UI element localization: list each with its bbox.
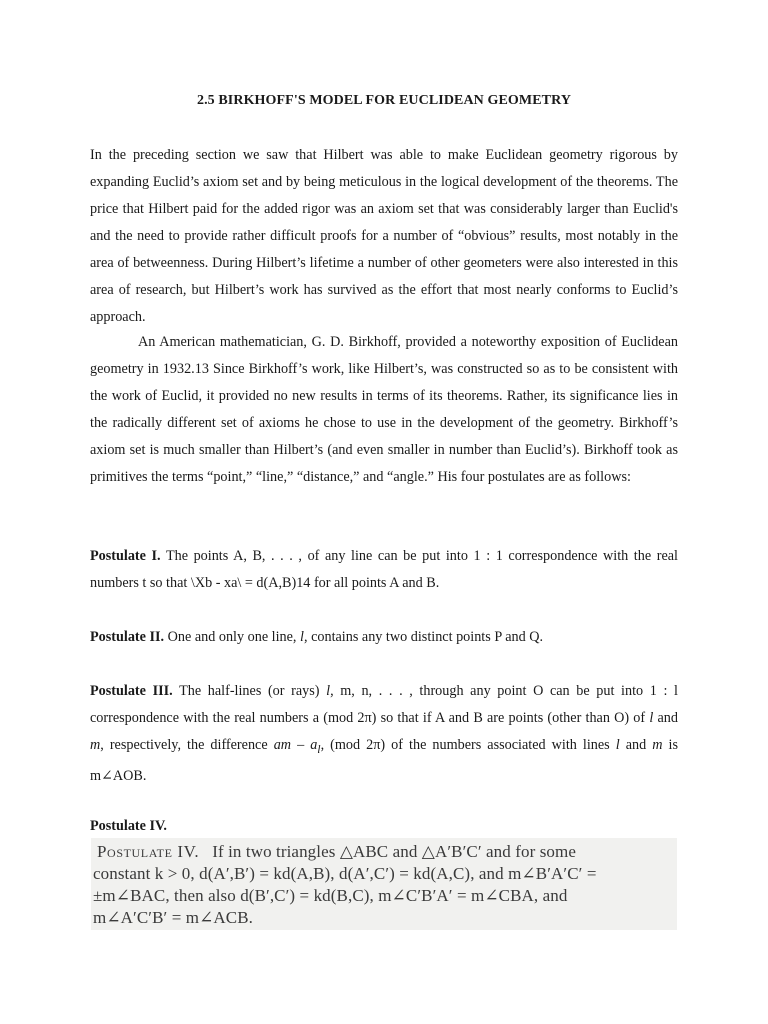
postulate-3-symbol: a — [310, 737, 318, 753]
postulate-2 — [90, 624, 678, 651]
scan-line-1-text: If in two triangles △ABC and △A′B′C′ and for some — [212, 842, 576, 861]
postulate-2-text-a: One and only one line, — [164, 629, 301, 645]
postulate-3-subscript: l — [317, 741, 321, 756]
postulate-3-symbol: l — [649, 710, 654, 726]
postulate-3-symbol: l — [326, 683, 331, 699]
postulate-3-text: and — [653, 710, 678, 726]
scan-line-4: m∠A′C′B′ = m∠ACB. — [93, 908, 254, 927]
postulate-4-scanned-excerpt — [91, 838, 677, 930]
postulate-3-symbol: am — [273, 737, 292, 753]
postulate-3-symbol: m — [652, 737, 663, 753]
postulate-2-line-symbol: l — [300, 629, 304, 645]
postulate-1-text: The points A, B, . . . , of any line can be put into 1 : 1 correspondence with the real numbers t so that \Xb - xa\ = d(A,B)14 for all points A and B. — [90, 548, 678, 591]
postulate-3-text: , m, n, . . . , through any point O can be put into 1 : l correspondence with the real numbers a (mod 2π) so that if A and B are points (other than O) of — [90, 683, 678, 726]
scan-line-2: constant k > 0, d(A′,B′) = kd(A,B), d(A′,C′) = kd(A,C), and m∠B′A′C′ = — [93, 864, 597, 883]
postulate-3-text: , respectively, the difference — [100, 737, 274, 753]
scan-line-3: ±m∠BAC, then also d(B′,C′) = kd(B,C), m∠C′B′A′ = m∠CBA, and — [93, 886, 568, 905]
postulate-3-label: Postulate III. — [90, 683, 173, 699]
postulate-3 — [90, 678, 678, 790]
postulate-3-text: The half-lines (or rays) — [172, 683, 327, 699]
postulate-3-text: and — [619, 737, 653, 753]
postulate-3-text: is m∠AOB. — [90, 737, 678, 784]
postulate-1 — [90, 543, 678, 597]
postulate-4 — [90, 813, 678, 840]
postulate-1-label: Postulate I. — [90, 548, 161, 564]
postulate-3-symbol: m — [90, 737, 101, 753]
postulate-4-label: Postulate IV. — [90, 818, 167, 834]
postulate-2-text-b: , contains any two distinct points P and Q. — [303, 629, 544, 645]
postulate-2-label: Postulate II. — [90, 629, 165, 645]
scan-line-1 — [97, 842, 683, 862]
postulate-3-text: , (mod 2π) of the numbers associated with lines — [320, 737, 616, 753]
birkhoff-paragraph: An American mathematician, G. D. Birkhoff, provided a noteworthy exposition of Euclidean geometry in 1932.13 Since Birkhoff’s work, like Hilbert’s, was constructed so as to be consistent with the work of Euclid, it provided no new results in terms of its theorems. Rather, its significance lies in the radically different set of axioms he chose to use in the development of the geometry. Birkhoff’s axiom set is much smaller than Hilbert’s (and even smaller in number than Euclid’s). Birkhoff took as primitives the terms “point,” “line,” “distance,” and “angle.” His four postulates are as follows: — [90, 334, 678, 485]
section-title: 2.5 BIRKHOFF'S MODEL FOR EUCLIDEAN GEOMETRY — [196, 93, 572, 108]
scan-postulate-heading: Postulate IV. — [97, 842, 200, 861]
postulate-3-text: – — [291, 737, 311, 753]
intro-paragraph: In the preceding section we saw that Hilbert was able to make Euclidean geometry rigorous by expanding Euclid’s axiom set and by being meticulous in the logical development of the theorems. The price that Hilbert paid for the added rigor was an axiom set that was considerably larger than Euclid's and the need to provide rather difficult proofs for a number of “obvious” results, most notably in the area of betweenness. During Hilbert’s lifetime a number of other geometers were also interested in this area of research, but Hilbert’s work has survived as the effort that most nearly conforms to Euclid’s approach. — [90, 147, 678, 325]
postulate-3-symbol: l — [615, 737, 620, 753]
